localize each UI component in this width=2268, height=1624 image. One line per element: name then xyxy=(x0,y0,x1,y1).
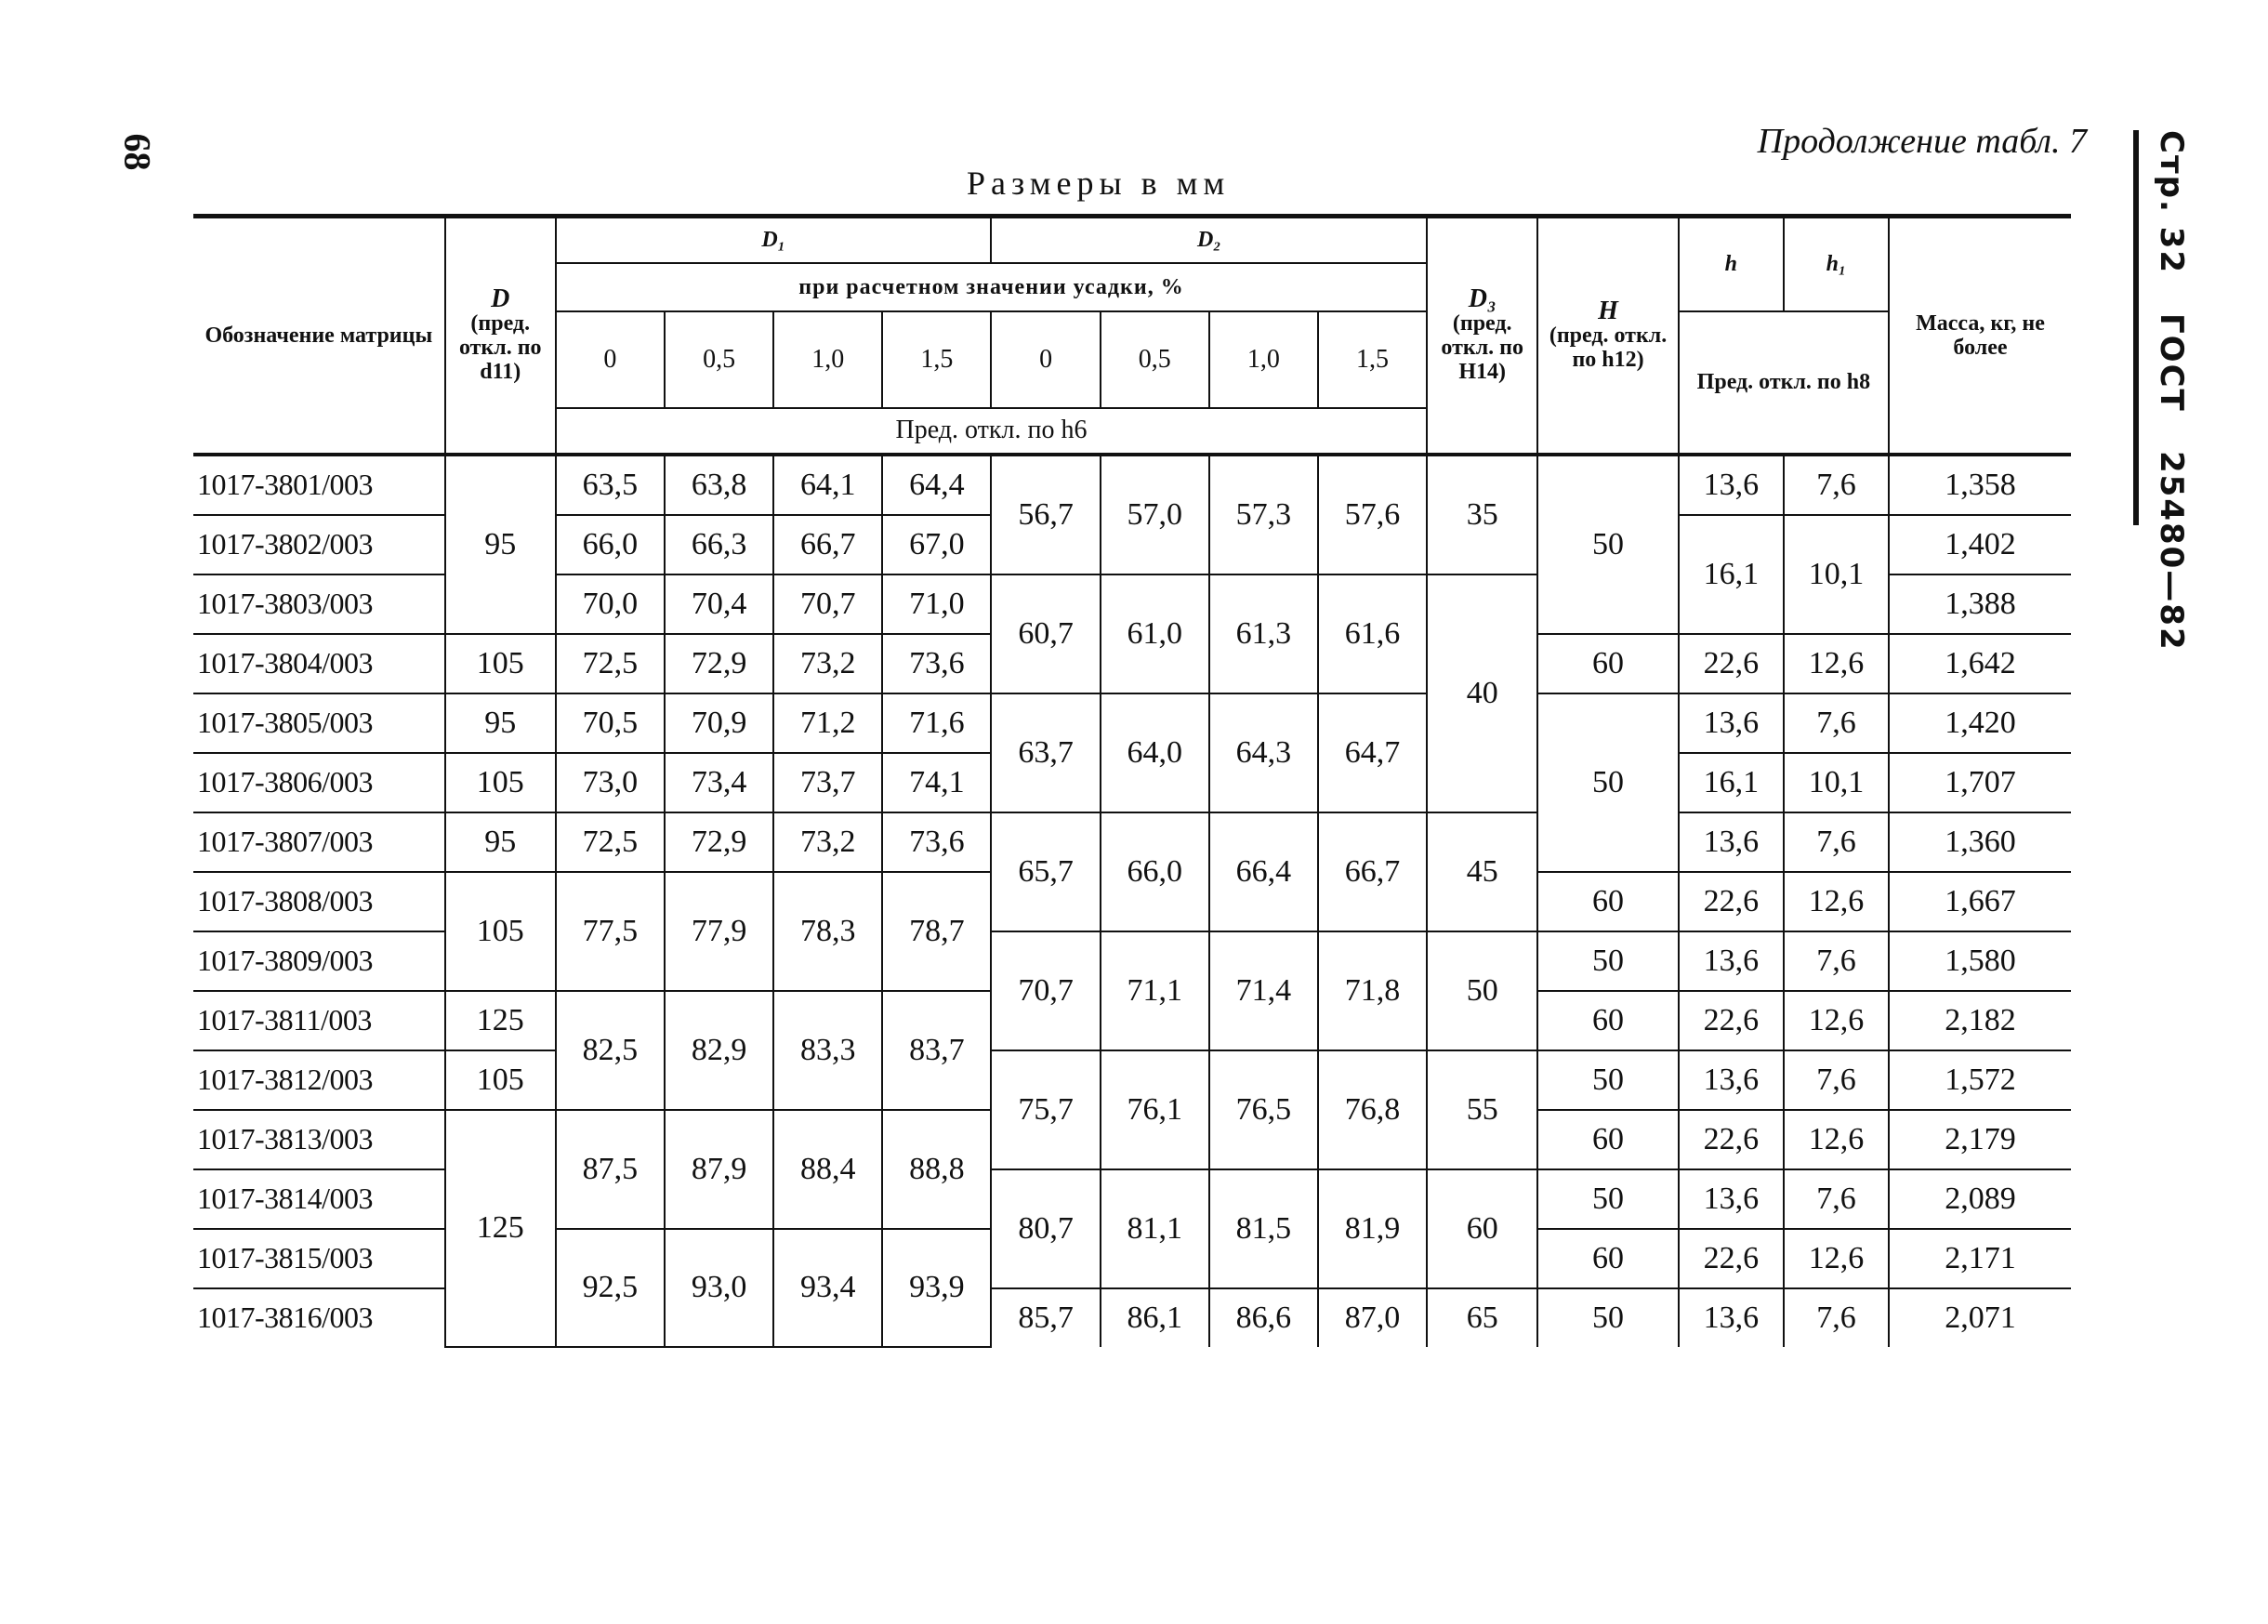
cell-code: 1017-3807/003 xyxy=(193,812,445,872)
header-shrink-3: 1,5 xyxy=(882,311,991,408)
cell-mass: 2,171 xyxy=(1889,1229,2071,1288)
cell-mass: 1,707 xyxy=(1889,753,2071,812)
cell-D1: 70,5 xyxy=(556,693,665,753)
cell-D2: 80,7 xyxy=(991,1169,1100,1288)
cell-h1: 10,1 xyxy=(1784,515,1889,634)
cell-H: 60 xyxy=(1537,1110,1678,1169)
header-mass: Масса, кг, не более xyxy=(1889,217,2071,455)
header-shrink-7: 1,5 xyxy=(1318,311,1427,408)
cell-D3: 55 xyxy=(1427,1050,1537,1169)
cell-D1: 71,2 xyxy=(773,693,882,753)
cell-D3: 50 xyxy=(1427,931,1537,1050)
cell-D2: 86,6 xyxy=(1209,1288,1318,1347)
header-h: h xyxy=(1679,217,1784,311)
header-shrink-4: 0 xyxy=(991,311,1100,408)
cell-h: 13,6 xyxy=(1679,812,1784,872)
cell-D3: 60 xyxy=(1427,1169,1537,1288)
cell-D2: 87,0 xyxy=(1318,1288,1427,1347)
cell-D1: 74,1 xyxy=(882,753,991,812)
header-H-symbol: H xyxy=(1598,296,1618,325)
cell-code: 1017-3805/003 xyxy=(193,693,445,753)
cell-D1: 93,0 xyxy=(665,1229,773,1347)
cell-H: 50 xyxy=(1537,1169,1678,1229)
cell-D2: 70,7 xyxy=(991,931,1100,1050)
dimensions-title: Размеры в мм xyxy=(967,165,1231,202)
cell-D2: 71,1 xyxy=(1101,931,1209,1050)
cell-D1: 71,0 xyxy=(882,574,991,634)
cell-mass: 2,179 xyxy=(1889,1110,2071,1169)
table-row xyxy=(193,1050,2071,1110)
cell-code: 1017-3806/003 xyxy=(193,753,445,812)
cell-D1: 70,9 xyxy=(665,693,773,753)
cell-D1: 88,8 xyxy=(882,1110,991,1229)
cell-code: 1017-3809/003 xyxy=(193,931,445,991)
cell-H: 60 xyxy=(1537,991,1678,1050)
cell-h1: 12,6 xyxy=(1784,872,1889,931)
cell-mass: 1,388 xyxy=(1889,574,2071,634)
header-D3-tolerance: (пред. откл. по H14) xyxy=(1441,310,1523,384)
cell-D2: 57,0 xyxy=(1101,455,1209,574)
header-H-tolerance: (пред. откл. по h12) xyxy=(1549,323,1668,372)
cell-D2: 71,8 xyxy=(1318,931,1427,1050)
cell-D: 105 xyxy=(445,872,556,991)
cell-H: 50 xyxy=(1537,931,1678,991)
side-label-page: Стр. 32 xyxy=(2153,130,2190,275)
page-number: 68 xyxy=(116,133,159,171)
cell-D1: 72,5 xyxy=(556,634,665,693)
cell-D1: 73,6 xyxy=(882,634,991,693)
cell-D1: 72,9 xyxy=(665,634,773,693)
header-h8-tolerance: Пред. откл. по h8 xyxy=(1679,311,1889,455)
cell-H: 60 xyxy=(1537,1229,1678,1288)
cell-D1: 67,0 xyxy=(882,515,991,574)
cell-h: 22,6 xyxy=(1679,1229,1784,1288)
cell-D2: 81,5 xyxy=(1209,1169,1318,1288)
cell-h1: 7,6 xyxy=(1784,812,1889,872)
cell-D2: 76,1 xyxy=(1101,1050,1209,1169)
cell-code: 1017-3812/003 xyxy=(193,1050,445,1110)
cell-D2: 64,0 xyxy=(1101,693,1209,812)
cell-h: 22,6 xyxy=(1679,991,1784,1050)
cell-mass: 1,572 xyxy=(1889,1050,2071,1110)
cell-D2: 56,7 xyxy=(991,455,1100,574)
cell-D1: 82,9 xyxy=(665,991,773,1110)
cell-D1: 88,4 xyxy=(773,1110,882,1229)
cell-D2: 75,7 xyxy=(991,1050,1100,1169)
cell-mass: 1,667 xyxy=(1889,872,2071,931)
cell-D2: 86,1 xyxy=(1101,1288,1209,1347)
cell-D1: 77,5 xyxy=(556,872,665,991)
cell-D3: 45 xyxy=(1427,812,1537,931)
side-rule xyxy=(2133,130,2139,525)
cell-D: 95 xyxy=(445,812,556,872)
cell-D2: 76,8 xyxy=(1318,1050,1427,1169)
cell-D2: 57,6 xyxy=(1318,455,1427,574)
cell-D: 95 xyxy=(445,455,556,634)
cell-D2: 65,7 xyxy=(991,812,1100,931)
cell-D1: 73,7 xyxy=(773,753,882,812)
cell-code: 1017-3815/003 xyxy=(193,1229,445,1288)
cell-D2: 85,7 xyxy=(991,1288,1100,1347)
cell-D1: 93,9 xyxy=(882,1229,991,1347)
cell-h: 22,6 xyxy=(1679,1110,1784,1169)
cell-D1: 78,7 xyxy=(882,872,991,991)
cell-h: 13,6 xyxy=(1679,455,1784,515)
cell-D1: 92,5 xyxy=(556,1229,665,1347)
cell-h1: 7,6 xyxy=(1784,1169,1889,1229)
header-shrink-0: 0 xyxy=(556,311,665,408)
cell-D1: 73,4 xyxy=(665,753,773,812)
cell-D2: 66,7 xyxy=(1318,812,1427,931)
header-D3 xyxy=(1427,217,1537,455)
side-label-number: 25480—82 xyxy=(2153,451,2190,653)
header-h6-tolerance: Пред. откл. по h6 xyxy=(556,408,1427,455)
cell-h: 22,6 xyxy=(1679,634,1784,693)
cell-h: 13,6 xyxy=(1679,1169,1784,1229)
cell-mass: 1,580 xyxy=(1889,931,2071,991)
cell-D1: 73,2 xyxy=(773,634,882,693)
cell-D1: 82,5 xyxy=(556,991,665,1110)
cell-h1: 12,6 xyxy=(1784,991,1889,1050)
cell-mass: 1,402 xyxy=(1889,515,2071,574)
cell-h: 16,1 xyxy=(1679,753,1784,812)
cell-h1: 7,6 xyxy=(1784,1288,1889,1347)
cell-code: 1017-3801/003 xyxy=(193,455,445,515)
cell-h: 13,6 xyxy=(1679,931,1784,991)
cell-h: 22,6 xyxy=(1679,872,1784,931)
cell-H: 60 xyxy=(1537,634,1678,693)
cell-mass: 1,358 xyxy=(1889,455,2071,515)
cell-D1: 66,3 xyxy=(665,515,773,574)
cell-mass: 1,642 xyxy=(1889,634,2071,693)
cell-D2: 60,7 xyxy=(991,574,1100,693)
cell-D: 105 xyxy=(445,1050,556,1110)
table-row xyxy=(193,693,2071,753)
cell-D: 125 xyxy=(445,991,556,1050)
cell-D1: 64,4 xyxy=(882,455,991,515)
cell-D2: 61,0 xyxy=(1101,574,1209,693)
cell-D1: 72,5 xyxy=(556,812,665,872)
cell-mass: 1,420 xyxy=(1889,693,2071,753)
cell-code: 1017-3808/003 xyxy=(193,872,445,931)
header-shrink-5: 0,5 xyxy=(1101,311,1209,408)
cell-D1: 78,3 xyxy=(773,872,882,991)
cell-D1: 72,9 xyxy=(665,812,773,872)
header-shrink-2: 1,0 xyxy=(773,311,882,408)
cell-H: 50 xyxy=(1537,1050,1678,1110)
side-label xyxy=(2153,130,2190,678)
header-D xyxy=(445,217,556,455)
table-row xyxy=(193,812,2071,872)
header-shrinkage: при расчетном значении усадки, % xyxy=(556,263,1427,311)
cell-D3: 65 xyxy=(1427,1288,1537,1347)
cell-D1: 73,0 xyxy=(556,753,665,812)
cell-mass: 1,360 xyxy=(1889,812,2071,872)
cell-h1: 12,6 xyxy=(1784,1229,1889,1288)
cell-D1: 73,6 xyxy=(882,812,991,872)
cell-code: 1017-3811/003 xyxy=(193,991,445,1050)
cell-code: 1017-3802/003 xyxy=(193,515,445,574)
cell-D2: 63,7 xyxy=(991,693,1100,812)
header-D3-symbol: D₃ xyxy=(1468,284,1497,313)
cell-mass: 2,089 xyxy=(1889,1169,2071,1229)
cell-D1: 70,0 xyxy=(556,574,665,634)
cell-D2: 61,3 xyxy=(1209,574,1318,693)
cell-h1: 7,6 xyxy=(1784,1050,1889,1110)
table-body xyxy=(193,455,2071,1347)
cell-D3: 40 xyxy=(1427,574,1537,812)
cell-code: 1017-3803/003 xyxy=(193,574,445,634)
cell-D1: 70,4 xyxy=(665,574,773,634)
cell-code: 1017-3813/003 xyxy=(193,1110,445,1169)
cell-h1: 7,6 xyxy=(1784,693,1889,753)
cell-h: 16,1 xyxy=(1679,515,1784,634)
cell-h: 13,6 xyxy=(1679,693,1784,753)
cell-D2: 76,5 xyxy=(1209,1050,1318,1169)
cell-D2: 64,7 xyxy=(1318,693,1427,812)
cell-D2: 64,3 xyxy=(1209,693,1318,812)
cell-D2: 61,6 xyxy=(1318,574,1427,693)
cell-H: 50 xyxy=(1537,1288,1678,1347)
cell-D1: 87,9 xyxy=(665,1110,773,1229)
cell-D2: 66,4 xyxy=(1209,812,1318,931)
cell-D2: 81,9 xyxy=(1318,1169,1427,1288)
dimensions-table xyxy=(193,214,2071,1348)
cell-D2: 71,4 xyxy=(1209,931,1318,1050)
cell-D: 105 xyxy=(445,753,556,812)
cell-D3: 35 xyxy=(1427,455,1537,574)
cell-D2: 57,3 xyxy=(1209,455,1318,574)
header-H xyxy=(1537,217,1678,455)
table-header xyxy=(193,217,2071,455)
cell-D1: 63,8 xyxy=(665,455,773,515)
cell-D1: 83,7 xyxy=(882,991,991,1110)
cell-h1: 7,6 xyxy=(1784,931,1889,991)
header-designation: Обозначение матрицы xyxy=(193,217,445,455)
header-D1: D₁ xyxy=(556,217,992,263)
header-shrink-1: 0,5 xyxy=(665,311,773,408)
cell-D1: 71,6 xyxy=(882,693,991,753)
header-D2: D₂ xyxy=(991,217,1427,263)
cell-D2: 81,1 xyxy=(1101,1169,1209,1288)
cell-D1: 64,1 xyxy=(773,455,882,515)
cell-mass: 2,182 xyxy=(1889,991,2071,1050)
cell-h1: 10,1 xyxy=(1784,753,1889,812)
cell-D: 125 xyxy=(445,1110,556,1347)
cell-H: 50 xyxy=(1537,455,1678,634)
cell-code: 1017-3816/003 xyxy=(193,1288,445,1347)
cell-D1: 83,3 xyxy=(773,991,882,1110)
cell-code: 1017-3804/003 xyxy=(193,634,445,693)
cell-D: 95 xyxy=(445,693,556,753)
header-shrink-6: 1,0 xyxy=(1209,311,1318,408)
continuation-title: Продолжение табл. 7 xyxy=(1757,122,2087,161)
cell-h: 13,6 xyxy=(1679,1050,1784,1110)
cell-D2: 66,0 xyxy=(1101,812,1209,931)
cell-D: 105 xyxy=(445,634,556,693)
cell-H: 50 xyxy=(1537,693,1678,872)
cell-D1: 87,5 xyxy=(556,1110,665,1229)
cell-D1: 66,0 xyxy=(556,515,665,574)
cell-D1: 93,4 xyxy=(773,1229,882,1347)
side-label-gost: ГОСТ xyxy=(2153,312,2190,413)
header-h1: h₁ xyxy=(1784,217,1889,311)
table-row xyxy=(193,455,2071,515)
header-D-symbol: D xyxy=(491,284,510,313)
cell-mass: 2,071 xyxy=(1889,1288,2071,1347)
cell-D1: 70,7 xyxy=(773,574,882,634)
cell-D1: 73,2 xyxy=(773,812,882,872)
cell-code: 1017-3814/003 xyxy=(193,1169,445,1229)
cell-h1: 12,6 xyxy=(1784,1110,1889,1169)
cell-h: 13,6 xyxy=(1679,1288,1784,1347)
cell-D1: 66,7 xyxy=(773,515,882,574)
cell-D1: 77,9 xyxy=(665,872,773,991)
cell-H: 60 xyxy=(1537,872,1678,931)
header-D-tolerance: (пред. откл. по d11) xyxy=(458,310,542,384)
cell-D1: 63,5 xyxy=(556,455,665,515)
cell-h1: 12,6 xyxy=(1784,634,1889,693)
cell-h1: 7,6 xyxy=(1784,455,1889,515)
